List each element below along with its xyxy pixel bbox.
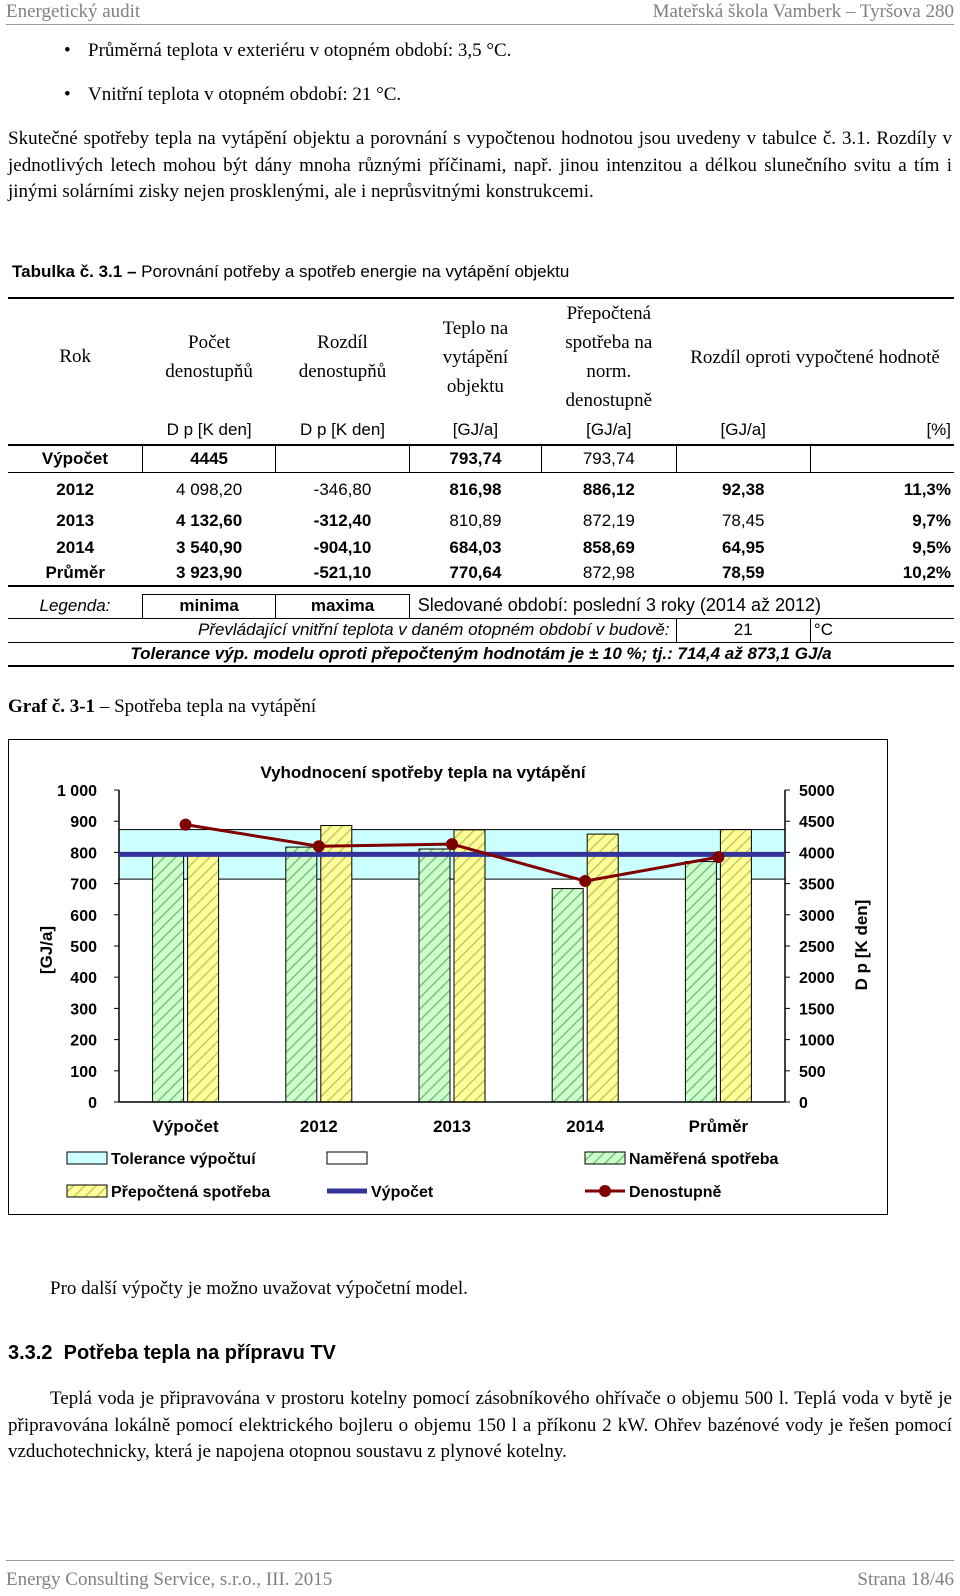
cell: 770,64 [449,562,502,582]
tolerance-note: Tolerance výp. modelu oproti přepočteným hodnotám je ± 10 %; tj.: 714,4 až 873,1 GJ/a [130,643,832,663]
cell: -346,80 [313,479,372,499]
bar-recalculated [720,830,751,1102]
x-tick-label: Průměr [688,1117,749,1136]
paragraph: Teplá voda je připravována v prostoru kotelny pomocí zásobníkového ohřívače o objemu 500 l. Teplá voda v bytě je připravována lokálně pomocí elektrického bojleru o objemu 150 l a příkonu 2 kW. Ohřev bazénové vody je řešen pomocí vzduchotechnicky, která je napojena otopnou soustavu z plynové kotelny. [8,1388,952,1462]
cell: 92,38 [721,479,765,499]
page-footer [6,1560,954,1595]
cell: Průměr [45,562,105,582]
x-tick-label: 2012 [299,1117,338,1136]
paragraph: Skutečné spotřeby tepla na vytápění objektu a porovnání s vypočtenou hodnotou jsou uvedeny v tabulce č. 3.1. Rozdíly v jednotlivých letech mohou být dány mnoha různými příčinami, např. jinou intenzitou a délkou slunečního svitu a tím i jinými solárními zisky nejen prosklenými, ale i neprůsvitnými konstrukcemi. [8,128,952,202]
cell: Výpočet [41,448,109,468]
legend-tolerance-swatch [67,1152,107,1164]
cell: 2013 [56,511,95,530]
cell: 872,19 [582,511,635,530]
graph-caption [8,696,316,718]
legend-recalculated-swatch [67,1185,107,1197]
y-tick-label: 100 [70,1063,97,1081]
x-tick-label: 2014 [566,1117,605,1136]
cell: 11,3% [903,479,951,499]
plot-area [57,783,835,1136]
paragraph: Pro další výpočty je možno uvažovat výpočetní model. [50,1278,468,1299]
inner-temp-value: 21 [676,618,810,642]
cell: 3 923,90 [176,562,243,582]
table-row [8,560,954,586]
unit-cell: D p [K den] [299,419,386,439]
header-left: Energetický audit [6,1,141,22]
table-caption [12,262,569,282]
cell: 2014 [56,537,95,557]
chart-legend [67,1151,778,1201]
table-caption-label: Tabulka č. 3.1 [12,262,123,281]
bar-recalculated [587,834,618,1102]
table-row [8,472,954,507]
cell: 872,98 [582,562,635,582]
unit-cell: [GJ/a] [452,419,499,439]
th-heat: Teplo na vytápění objektu [442,317,509,397]
y2-tick-label: 4000 [799,845,835,863]
section-heading [8,1342,336,1365]
graph-caption-dash: – [99,696,110,717]
table-row [8,507,954,535]
legend-blank-swatch [327,1152,367,1164]
legend-minima: minima [142,594,275,618]
y2-tick-label: 3000 [799,907,835,925]
bar-measured [153,854,184,1102]
legend-maxima: maxima [276,594,409,618]
th-degree-diff: Rozdíl denostupňů [298,332,387,382]
y-tick-label: 500 [70,939,97,956]
legend-label: Legenda: [39,595,111,615]
footer-left: Energy Consulting Service, s.r.o., III. 2015 [6,1569,333,1590]
unit-cell [8,415,142,445]
y-tick-label: 200 [70,1032,97,1050]
th-difference: Rozdíl oproti vypočtené hodnotě [690,346,940,368]
unit-cell: [GJ/a] [586,419,632,439]
cell: 4445 [142,445,275,472]
cell: 9,7% [912,511,951,530]
y2-tick-label: 1500 [799,1001,835,1019]
bar-recalculated [321,826,352,1102]
energy-table [8,297,954,667]
degree-days-point [446,838,458,850]
legend-calculation-label: Výpočet [371,1184,434,1201]
degree-days-point [712,851,724,863]
bar-measured [552,889,583,1102]
cell: 4 132,60 [176,511,243,530]
x-tick-label: 2013 [433,1117,471,1136]
legend-tolerance-label: Tolerance výpočtuí [111,1151,256,1168]
y-tick-label: 900 [70,814,97,832]
cell: 10,2% [902,562,951,582]
cell: 78,45 [721,511,765,530]
y-axis-label: [GJ/a] [37,925,56,975]
y2-tick-label: 1000 [799,1032,835,1050]
y2-tick-label: 2000 [799,970,835,988]
cell: 858,69 [582,537,635,557]
table-caption-text: Porovnání potřeby a spotřeb energie na vytápění objektu [141,262,570,281]
unit-cell: D p [K den] [166,419,252,439]
cell: 684,03 [449,537,502,557]
cell: -904,10 [313,537,372,557]
section-number: 3.3.2 [8,1342,53,1364]
bar-recalculated [454,830,485,1102]
cell [810,445,954,472]
degree-days-point [313,840,325,852]
section-title: Potřeba tepla na přípravu TV [63,1342,336,1364]
y-tick-label: 600 [70,907,97,925]
cell: -521,10 [313,562,372,582]
table-row [8,535,954,560]
degree-days-point [579,875,591,887]
page-header [6,0,954,25]
y2-tick-label: 4500 [799,814,835,832]
y2-tick-label: 5000 [799,783,835,800]
inner-temp-label: Převládající vnitřní teplota v daném otopném období v budově: [197,620,670,639]
inner-temp-unit: °C [813,620,833,639]
chart-frame [8,739,888,1215]
header-right: Mateřská škola Vamberk – Tyršova 280 [652,1,954,22]
cell: 3 540,90 [176,537,243,557]
cell: 4 098,20 [176,479,243,499]
y2-axis-label: D p [K den] [852,899,871,991]
y2-tick-label: 0 [799,1095,808,1112]
footer-right: Strana 18/46 [857,1569,954,1590]
cell: 793,74 [409,445,541,472]
y-tick-label: 0 [88,1095,97,1112]
bar-recalculated [188,854,219,1102]
graph-caption-label: Graf č. 3-1 [8,696,96,717]
unit-cell: [GJ/a] [720,419,766,439]
th-year: Rok [59,346,92,367]
cell [676,445,810,472]
y2-tick-label: 2500 [799,939,835,956]
legend-degree-days-marker [599,1185,611,1197]
unit-cell: [%] [926,419,951,439]
th-degree-days: Počet denostupňů [165,332,253,382]
chart-title: Vyhodnocení spotřeby tepla na vytápění [260,763,586,782]
cell: 886,12 [582,479,635,499]
table-row [8,445,954,472]
bar-measured [286,847,317,1102]
legend-period: Sledované období: poslední 3 roky (2014 až 2012) [417,595,822,616]
y2-tick-label: 3500 [799,876,835,894]
y-tick-label: 700 [70,876,97,894]
bar-measured [419,849,450,1102]
cell: 64,95 [721,537,765,557]
graph-caption-text: Spotřeba tepla na vytápění [114,696,317,717]
bullet-item: • Průměrná teplota v exteriéru v otopném období: 3,5 °C. [88,40,511,62]
y-tick-label: 300 [70,1001,97,1019]
x-tick-label: Výpočet [152,1117,219,1136]
cell: 9,5% [912,537,951,557]
bar-measured [685,862,716,1102]
y-tick-label: 800 [70,845,97,863]
legend-degree-days-label: Denostupně [629,1184,722,1201]
degree-days-point [180,819,192,831]
table-caption-dash: – [126,262,137,281]
cell: 816,98 [449,479,502,499]
y-tick-label: 400 [70,970,97,988]
legend-measured-swatch [585,1152,625,1164]
bullet-item: • Vnitřní teplota v otopném období: 21 °C. [88,84,401,106]
y-tick-label: 1 000 [56,783,97,800]
cell [276,445,409,472]
cell: 78,59 [721,562,765,582]
legend-recalculated-label: Přepočtená spotřeba [111,1184,271,1201]
y2-tick-label: 500 [799,1063,826,1081]
heating-chart [9,740,887,1214]
cell: 2012 [56,479,95,499]
legend-measured-label: Naměřená spotřeba [629,1151,779,1168]
cell: 793,74 [542,445,676,472]
cell: -312,40 [313,511,372,530]
th-recalc: Přepočtená spotřeba na norm. denostupně [565,303,653,411]
cell: 810,89 [449,511,502,530]
